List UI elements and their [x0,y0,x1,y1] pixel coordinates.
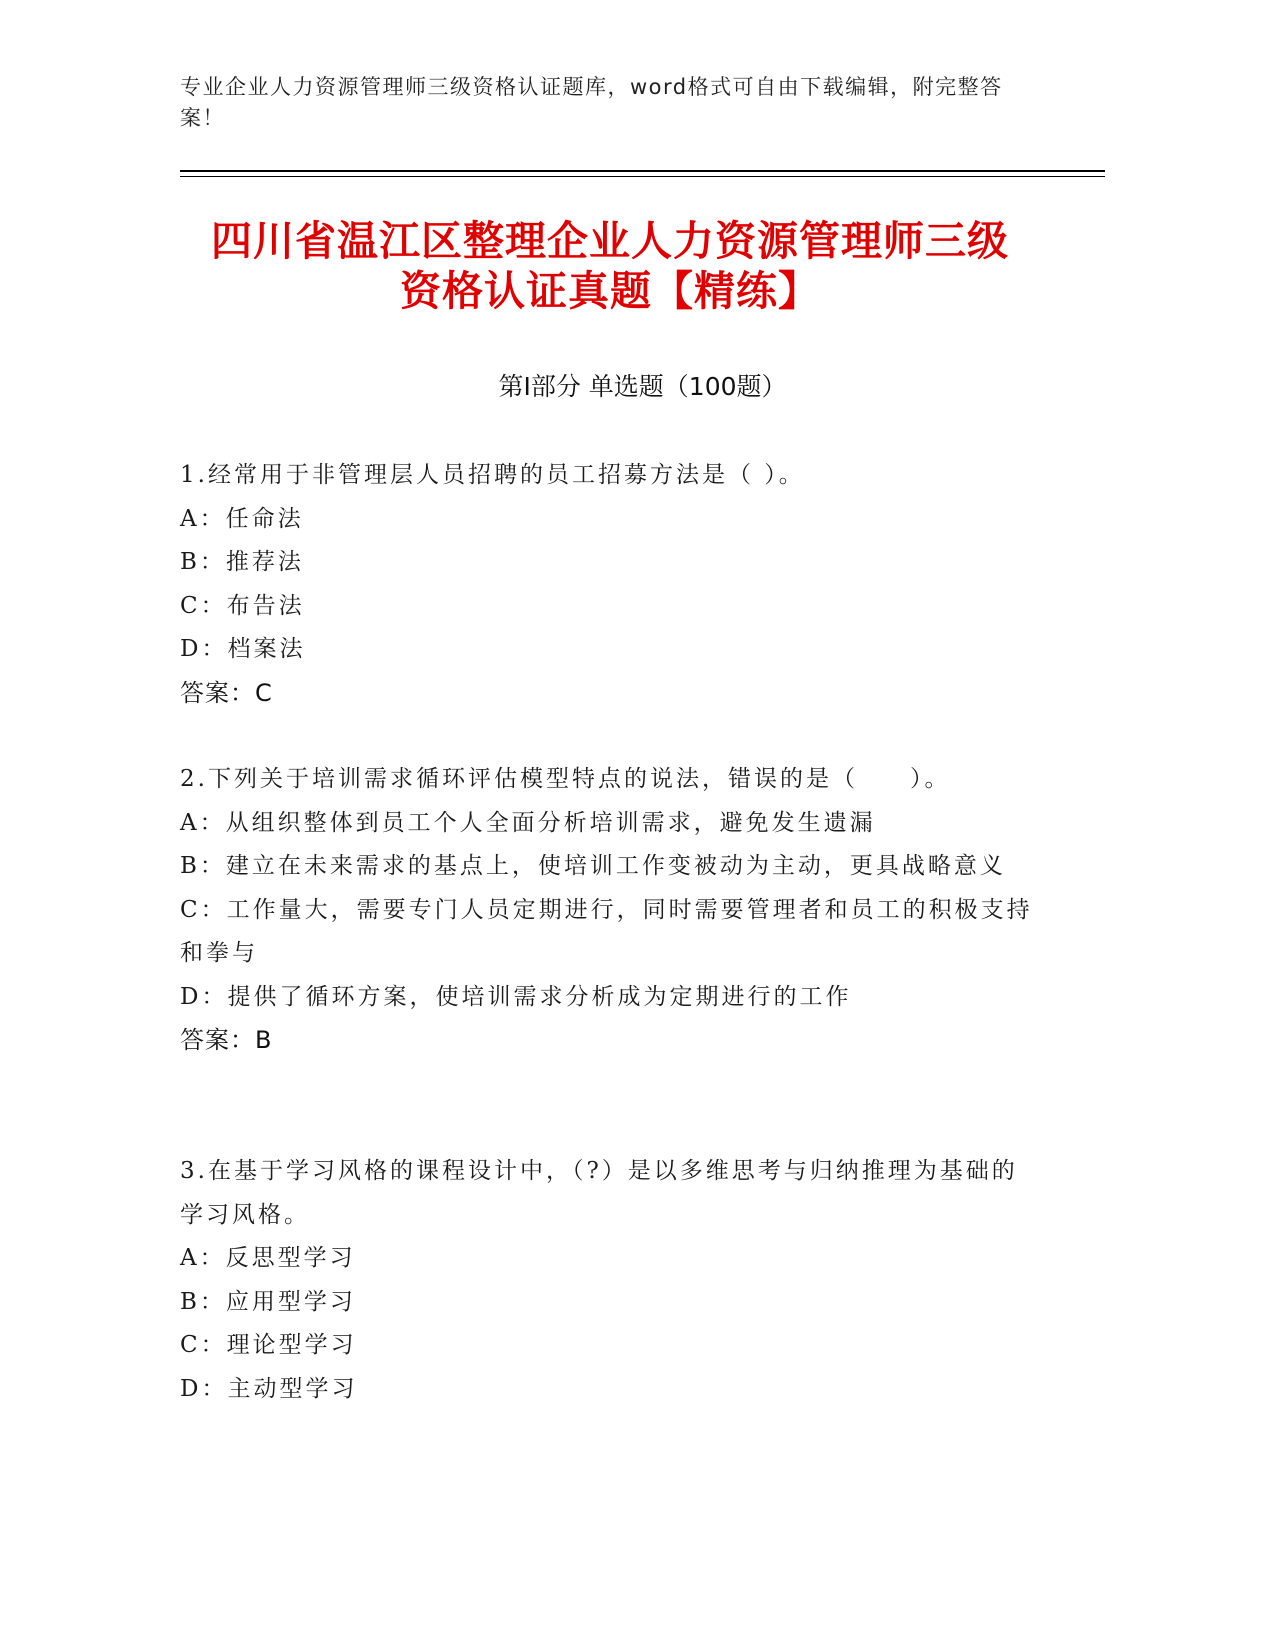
document-title-line-2: 资格认证真题【精练】 [400,267,820,315]
header-note: 专业企业人力资源管理师三级资格认证题库，word格式可自由下载编辑，附完整答案！ [180,75,1003,130]
answer-line: 答案：B [180,1026,273,1054]
header-divider-thick [180,170,1105,172]
question-stem: 3.在基于学习风格的课程设计中，（?）是以多维思考与归纳推理为基础的学习风格。 [180,1158,1018,1228]
option-a: A：任命法 [180,505,304,532]
option-c: C：布告法 [180,592,305,619]
option-b: B：应用型学习 [180,1288,356,1315]
option-a: A：反思型学习 [180,1245,356,1271]
question-block [180,758,1040,1063]
option-d: D：提供了循环方案，使培训需求分析成为定期进行的工作 [180,983,852,1010]
document-title-line-1: 四川省温江区整理企业人力资源管理师三级 [211,217,1009,265]
option-c: C：理论型学习 [180,1332,357,1358]
header-divider-thin [180,176,1105,177]
option-a: A：从组织整体到员工个人全面分析培训需求，避免发生遗漏 [180,809,876,836]
section-heading: 第Ⅰ部分 单选题（100题） [498,372,787,401]
question-block [180,1150,1040,1411]
question-stem: 1.经常用于非管理层人员招聘的员工招募方法是（ ）。 [180,462,805,488]
option-c: C：工作量大，需要专门人员定期进行，同时需要管理者和员工的积极支持和拳与 [180,896,1033,966]
document-title [140,216,1080,316]
option-d: D：档案法 [180,636,306,662]
answer-line: 答案：C [180,678,273,707]
question-stem: 2.下列关于培训需求循环评估模型特点的说法，错误的是（ ）。 [180,766,951,792]
option-d: D：主动型学习 [180,1375,358,1402]
question-block [180,454,1040,715]
option-b: B：推荐法 [180,549,304,575]
option-b: B：建立在未来需求的基点上，使培训工作变被动为主动，更具战略意义 [180,853,1006,879]
